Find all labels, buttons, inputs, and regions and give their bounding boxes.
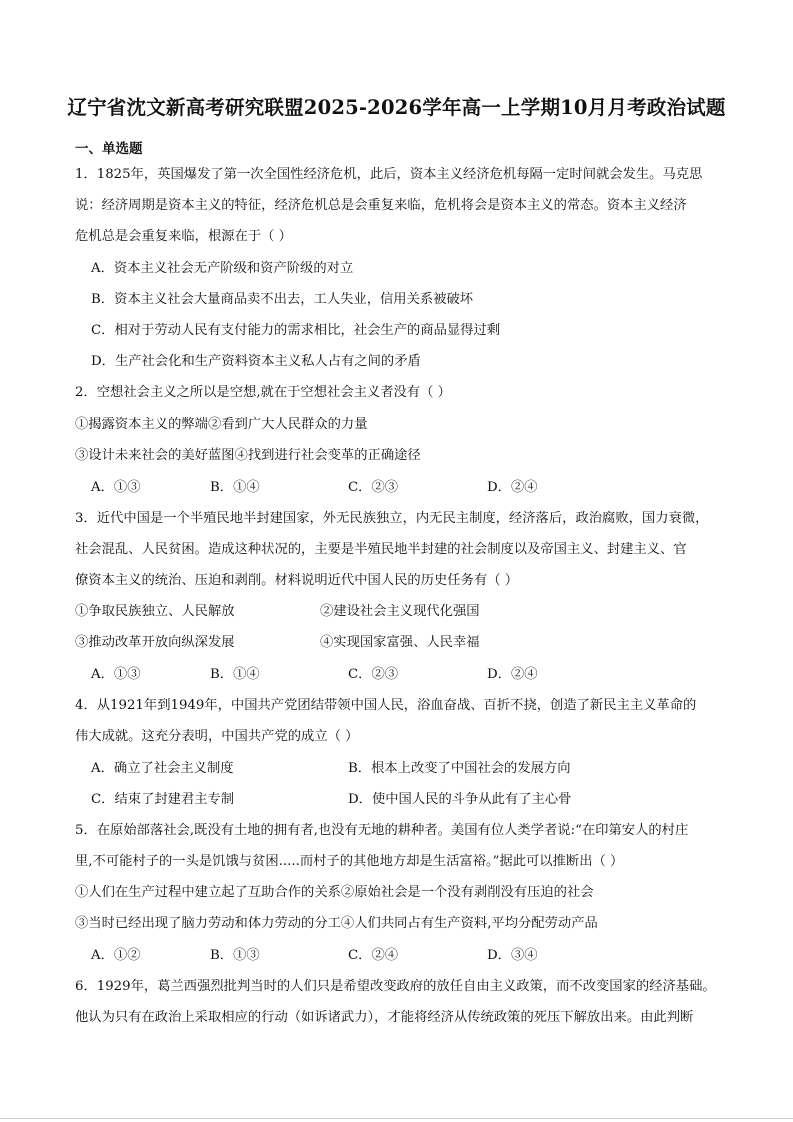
q3-stem-line-2: 社会混乱、人民贫困。造成这种状况的，主要是半殖民地半封建的社会制度以及帝国主义、封建主义、官 — [75, 542, 687, 557]
q5-option-d: D．③④ — [487, 948, 538, 963]
q5-option-a: A．①② — [91, 948, 141, 963]
q3-statement-3: ③推动改革开放向纵深发展 — [75, 635, 235, 650]
q1-stem-line-3: 危机总是会重复来临，根源在于（ ） — [75, 229, 292, 244]
q1-stem-line-2: 说：经济周期是资本主义的特征，经济危机总是会重复来临，危机将会是资本主义的常态。资本主义经济 — [75, 198, 687, 213]
q2-option-b: B．①④ — [210, 480, 260, 495]
q2-statement-2: ③设计未来社会的美好蓝图④找到进行社会变革的正确途径 — [75, 448, 421, 463]
q5-statement-1: ①人们在生产过程中建立起了互助合作的关系②原始社会是一个没有剥削没有压迫的社会 — [75, 885, 594, 900]
q2-statement-1: ①揭露资本主义的弊端②看到广大人民群众的力量 — [75, 417, 368, 432]
q2-option-a: A．①③ — [91, 480, 141, 495]
q1-option-a: A．资本主义社会无产阶级和资产阶级的对立 — [91, 261, 354, 276]
q3-option-c: C．②③ — [348, 667, 399, 682]
q1-option-d: D．生产社会化和生产资料资本主义私人占有之间的矛盾 — [91, 354, 421, 369]
q3-statement-2: ②建设社会主义现代化强国 — [320, 604, 480, 619]
q4-stem-line-1: 4．从1921年到1949年，中国共产党团结带领中国人民，浴血奋战、百折不挠，创造了新民主主义革命的 — [75, 698, 697, 713]
q2-option-c: C．②③ — [348, 480, 399, 495]
q4-stem-line-2: 伟大成就。这充分表明，中国共产党的成立（ ） — [75, 729, 359, 744]
q6-stem-line-1: 6．1929年，葛兰西强烈批判当时的人们只是希望改变政府的放任自由主义政策，而不改变国家的经济基础。 — [75, 979, 716, 994]
q3-stem-line-3: 僚资本主义的统治、压迫和剥削。材料说明近代中国人民的历史任务有（ ） — [75, 573, 519, 588]
q5-option-b: B．①③ — [210, 948, 260, 963]
page-bottom-divider — [0, 1118, 793, 1119]
q1-option-c: C．相对于劳动人民有支付能力的需求相比，社会生产的商品显得过剩 — [91, 323, 501, 338]
q5-stem-line-2: 里,不可能村子的一头是饥饿与贫困.....而村子的其他地方却是生活富裕。”据此可以推断出（ ） — [75, 854, 624, 869]
q5-statement-2: ③当时已经出现了脑力劳动和体力劳动的分工④人们共同占有生产资料,平均分配劳动产品 — [75, 916, 598, 931]
q4-option-b: B．根本上改变了中国社会的发展方向 — [348, 761, 571, 776]
q4-option-c: C．结束了封建君主专制 — [91, 792, 235, 807]
q1-option-b: B．资本主义社会大量商品卖不出去，工人失业，信用关系被破坏 — [91, 292, 474, 307]
q4-option-d: D．使中国人民的斗争从此有了主心骨 — [348, 792, 572, 807]
q5-stem-line-1: 5．在原始部落社会,既没有土地的拥有者,也没有无地的耕种者。美国有位人类学者说:“在印第安人的村庄 — [75, 823, 689, 838]
q3-stem-line-1: 3．近代中国是一个半殖民地半封建国家，外无民族独立，内无民主制度，经济落后，政治腐败，国力衰微， — [75, 511, 709, 526]
q3-option-d: D．②④ — [487, 667, 538, 682]
q2-stem-line-1: 2．空想社会主义之所以是空想,就在于空想社会主义者没有（ ） — [75, 385, 451, 400]
q1-stem-line-1: 1．1825年，英国爆发了第一次全国性经济危机，此后，资本主义经济危机每隔一定时间就会发生。马克思 — [75, 167, 703, 182]
q3-statement-1: ①争取民族独立、人民解放 — [75, 604, 235, 619]
page-title: 辽宁省沈文新高考研究联盟2025-2026学年高一上学期10月月考政治试题 — [67, 96, 726, 119]
q4-option-a: A．确立了社会主义制度 — [91, 761, 234, 776]
q6-stem-line-2: 他认为只有在政治上采取相应的行动（如诉诸武力），才能将经济从传统政策的死压下解放出来。由此判断 — [75, 1010, 694, 1025]
q3-statement-4: ④实现国家富强、人民幸福 — [320, 635, 480, 650]
section-heading: 一、单选题 — [75, 141, 143, 157]
q3-option-a: A．①③ — [91, 667, 141, 682]
q5-option-c: C．②④ — [348, 948, 399, 963]
q3-option-b: B．①④ — [210, 667, 260, 682]
q2-option-d: D．②④ — [487, 480, 538, 495]
